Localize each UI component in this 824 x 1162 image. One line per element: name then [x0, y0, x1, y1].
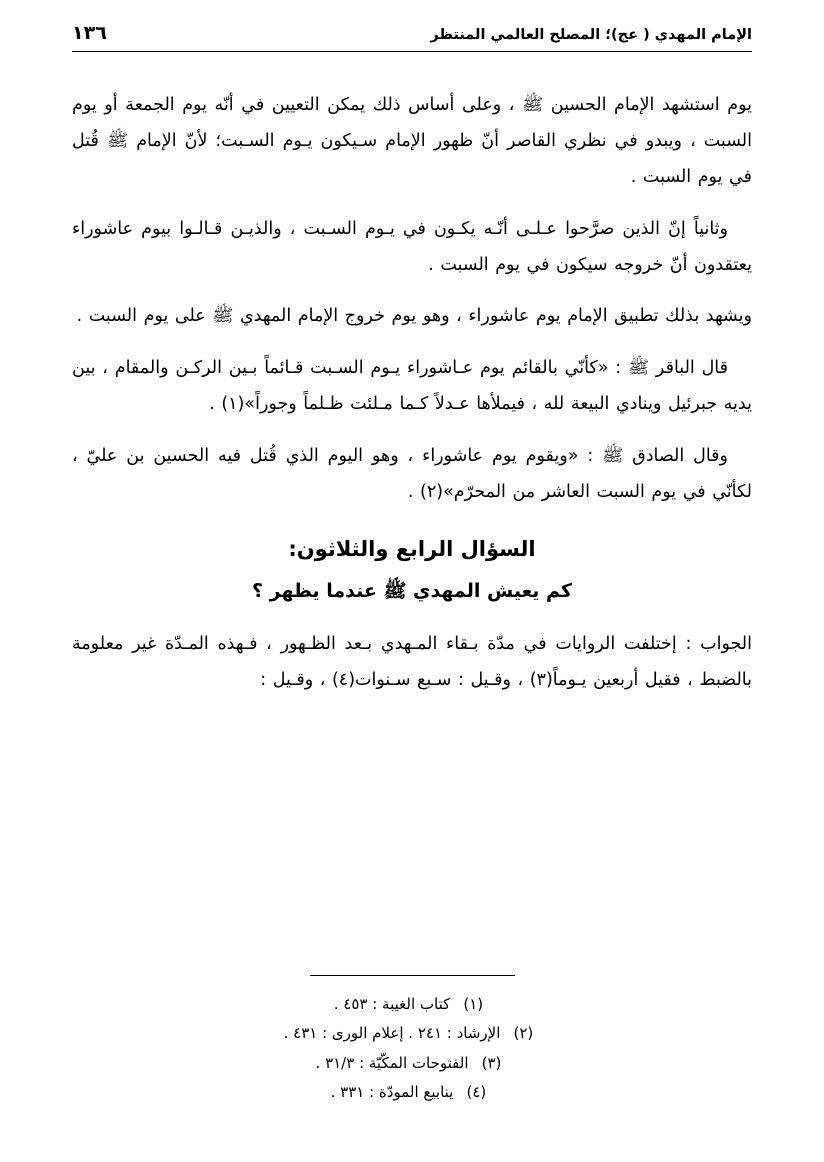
- footnote-item: [72, 1049, 752, 1078]
- footnotes-section: [72, 975, 752, 1108]
- footnote-divider: [310, 975, 515, 977]
- footnote-text: كتاب الغيبة : ٤٥٣ .: [333, 995, 451, 1013]
- section-title: السؤال الرابع والثلاثون:: [288, 536, 536, 561]
- paragraph-4-hadith-baqir: قال الباقر ﷺ : «كأنّي بالقائم يوم عـاشوراء يـوم السـبت قـائماً بـين الركـن والمقام ، بين يديه جبرئيل وينادي البيعة لله ، فيملأها عـدلاً كـما مـلئت ظـلماً وجوراً»(١) .: [72, 358, 752, 415]
- header-row: [72, 22, 752, 52]
- paragraph-5-hadith-sadiq: وقال الصادق ﷺ : «ويقوم يوم عاشوراء ، وهو اليوم الذي قُتل فيه الحسين بن عليّ ، لكأنّي في يوم السبت العاشر من المحرّم»(٢) .: [72, 446, 752, 502]
- footnote-text: الإرشاد : ٢٤١ . إعلام الورى : ٤٣١ .: [283, 1024, 501, 1043]
- footnote-item: [72, 1019, 752, 1048]
- page-header: [72, 22, 752, 62]
- footnote-number: (١): [463, 995, 484, 1013]
- footnote-text: الفتوحات المكّيّة : ٣١/٣ .: [315, 1053, 469, 1072]
- footnote-item: [72, 1078, 752, 1107]
- footnote-number: (٣): [481, 1053, 502, 1072]
- page-body: [72, 88, 752, 715]
- footnote-list: [72, 990, 752, 1107]
- paragraph-3: ويشهد بذلك تطبيق الإمام يوم عاشوراء ، وهو يوم خروج الإمام المهدي ﷺ على يوم السبت .: [76, 306, 752, 327]
- paragraph-1: يوم استشهد الإمام الحسين ﷺ ، وعلى أساس ذلك يمكن التعيين في أنّه يوم الجمعة أو يوم السبت ، ويبدو في نظري القاصر أنّ ظهور الإمام سـيكون يـوم السـبت؛ لأنّ الإمام ﷺ قُتل في يوم السبت .: [72, 95, 752, 187]
- question-heading: كم يعيش المهدي ﷺ عندما يظهر ؟: [251, 579, 572, 602]
- footnote-text: ينابيع المودّة : ٣٣١ .: [330, 1082, 454, 1101]
- footnote-number: (٢): [513, 1024, 534, 1043]
- page-number: ١٣٦: [72, 22, 107, 44]
- footnote-item: [72, 990, 752, 1019]
- book-title: الإمام المهدي ( عج)؛ المصلح العالمي المنتظر: [430, 27, 752, 43]
- answer-paragraph: الجواب : إختلفت الروايات في مدّة بـقاء المـهدي بـعد الظـهور ، فـهذه المـدّة غير معلومة بالضبط ، فقيل أربعين يـوماً(٣) ، وقـيل : سـبع سـنوات(٤) ، وقـيل :: [72, 633, 752, 690]
- paragraph-2: وثانياً إنّ الذين صرَّحوا عـلـى أنّـه يكـون في يـوم السـبت ، والذيـن قـالـوا بيوم عاشوراء يعتقدون أنّ خروجه سيكون في يوم السبت .: [72, 218, 752, 275]
- footnote-number: (٤): [466, 1082, 487, 1101]
